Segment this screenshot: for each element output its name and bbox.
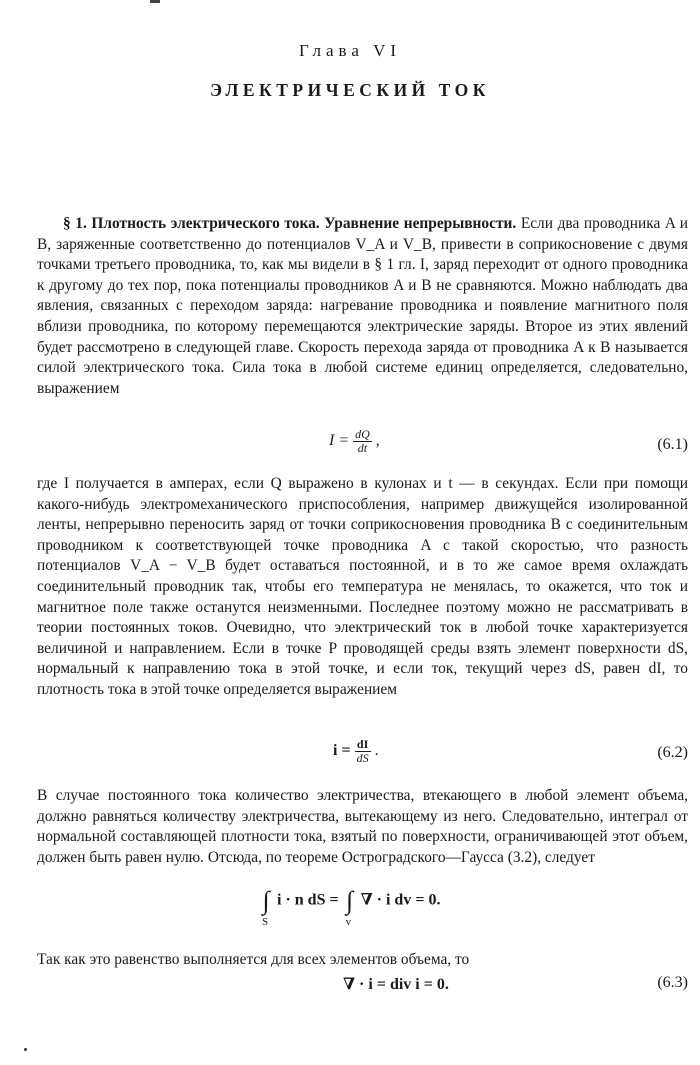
equation-number-6-2: (6.2) (657, 744, 688, 761)
equation-6-2-formula (333, 738, 379, 765)
eq2-denominator: dS (356, 751, 369, 765)
equation-6-1 (37, 428, 688, 468)
page-speck (24, 1048, 27, 1051)
eq2-lhs: i = (333, 742, 351, 760)
paragraph-4: Так как это равенство выполняется для всех элементов объема, то (37, 951, 470, 968)
eq1-numerator: dQ (355, 427, 370, 441)
surface-integral-sign: ∫ S (262, 886, 270, 928)
integral-formula (259, 886, 441, 928)
paragraph-2: где I получается в амперах, если Q выражено в кулонах и t — в секундах. Если при помощи какого-нибудь электромеханического приспособления, например движущейся изолированной ленты, непрерывно переносить заряд от точки соприкосновения проводника B с соединительным проводником к соответствующей точке проводника A с такой скоростью, что разность потенциалов V_A − V_B будет оставаться постоянной, и в то же самое время охлаждать соединительный проводник так, чтобы его температура не менялась, то окажется, что ток и магнитное поле также останутся неизменными. Последнее поэтому можно не рассматривать в теории постоянных токов. Очевидно, что электрический ток в любой точке характеризуется величиной и направлением. Если в точке P проводящей среды взять элемент поверхности dS, нормальный к направлению тока в этой точке, и если ток, текущий через dS, равен dI, то плотность тока в этой точке определяется выражением (37, 475, 688, 698)
equation-6-3-formula: ∇ · i = div i = 0. (343, 976, 449, 993)
eq2-fraction (355, 738, 371, 765)
equation-6-3 (37, 974, 688, 1014)
eq2-numerator: dI (355, 738, 371, 752)
section-heading: § 1. Плотность электрического тока. Уравнение непрерывности. (63, 215, 517, 232)
equation-number-6-1: (6.1) (657, 436, 688, 453)
eq1-lhs: I = (329, 432, 350, 450)
equation-number-6-3: (6.3) (657, 974, 688, 991)
eq1-trail: , (375, 432, 380, 450)
equation-6-2 (37, 738, 688, 778)
eq2-trail: . (374, 742, 379, 760)
integral-term-1: i · n dS = (277, 891, 339, 909)
page-top-mark (150, 0, 160, 3)
integral-term-2: ∇ · i dv = 0. (360, 891, 441, 909)
paragraph-1 (37, 214, 688, 399)
chapter-label: Глава VI (298, 41, 402, 60)
integral-sub-v: v (345, 916, 352, 928)
equation-6-1-formula (329, 428, 380, 455)
integral-sub-s: S (262, 916, 269, 928)
eq1-fraction (353, 428, 372, 455)
paragraph-1-text: Если два проводника A и B, заряженные соответственно до потенциалов V_A и V_B, привести в соприкосновение с двумя точками третьего проводника, то, как мы видели в § 1 гл. I, заряд переходит от одного проводника к другому до тех пор, пока потенциалы проводников A и B не сравняются. Можно наблюдать два явления, связанных с переходом заряда: нагревание проводника и появление магнитного поля вблизи проводника, по которому перемещаются электрические заряды. Второе из этих явлений будет рассмотрено в следующей главе. Скорость перехода заряда от проводника A к B называется силой электрического тока. Сила тока в любой системе единиц определяется, следовательно, выражением (37, 215, 688, 397)
equation-continuity-integral (37, 886, 688, 934)
chapter-title: ЭЛЕКТРИЧЕСКИЙ ТОК (210, 80, 490, 100)
volume-integral-sign: ∫ v (345, 886, 354, 928)
eq1-denominator: dt (357, 441, 368, 455)
paragraph-3: В случае постоянного тока количество электричества, втекающего в любой элемент объема, должно равняться количеству электричества, вытекающему из него. Следовательно, интеграл от нормальной составляющей плотности тока, взятый по поверхности, ограничивающей этот объем, должен быть равен нулю. Отсюда, по теореме Остроградского—Гаусса (3.2), следует (37, 787, 688, 866)
